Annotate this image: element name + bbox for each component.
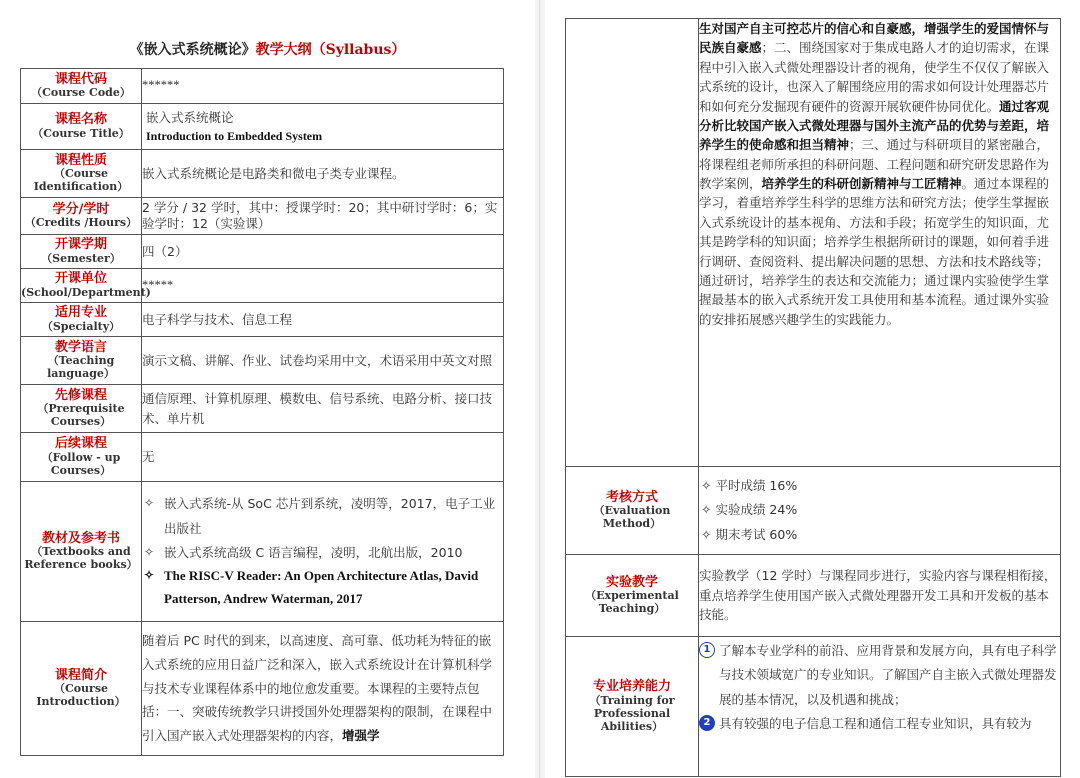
list-item (699, 474, 1060, 498)
row-label-en: （Prerequisite Courses） (37, 402, 125, 429)
row-label-cn: 教材及参考书 (41, 530, 120, 546)
textbooks-cell (142, 482, 504, 622)
circled-number-icon: 2 (699, 715, 715, 731)
row-label-cn: 专业培养能力 (592, 679, 671, 695)
textbook-text: 嵌入式系统高级 C 语言编程，凌明，北航出版，2010 (164, 544, 463, 560)
page-divider (535, 0, 545, 778)
teaching-language-value: 演示文稿、讲解、作业、试卷均采用中文，术语采用中英文对照 (142, 337, 504, 385)
row-label-en: （Follow - up Courses） (41, 450, 121, 477)
list-item (699, 498, 1060, 522)
row-label-cn: 适用专业 (54, 305, 107, 321)
row-label-en: （Training for Professional Abilities） (589, 693, 675, 733)
row-label-en: （Course Introduction） (36, 682, 126, 709)
table-row (21, 433, 504, 482)
specialty-value: 电子科学与技术、信息工程 (142, 303, 504, 337)
title-course-name: 《嵌入式系统概论》 (129, 42, 256, 58)
credits-hours-value: 2 学分 / 32 学时，其中：授课学时：20；其中研讨学时：6；实验学时：12（实验课） (142, 198, 504, 235)
table-row (566, 555, 1061, 637)
ability-text: 具有较强的电子信息工程和通信工程专业知识，具有较为 (719, 716, 1032, 732)
row-label-en: （Course Title） (32, 126, 130, 140)
intro-bold-2: 通过客观分析比较国产嵌入式微处理器与国外主流产品的优势与差距，培养学生的使命感和担当精神 (699, 98, 1050, 153)
row-label-en: （Course Code） (31, 86, 131, 100)
course-title-cn: 嵌入式系统概论 (146, 109, 234, 125)
list-item (699, 523, 1060, 547)
evaluation-text: 实验成绩 24% (715, 502, 798, 518)
row-label-en: （Evaluation Method） (593, 504, 671, 531)
table-row (566, 637, 1061, 777)
table-row (21, 69, 504, 104)
textbook-text: 嵌入式系统-从 SoC 芯片到系统，凌明等，2017，电子工业出版社 (164, 496, 496, 536)
syllabus-table-left (20, 68, 504, 756)
table-row (21, 482, 504, 622)
row-label-cn: 开课单位 (54, 271, 107, 287)
page-title (0, 39, 535, 59)
evaluation-text: 期末考试 60% (715, 526, 798, 542)
follow-up-value: 无 (142, 433, 504, 482)
table-row (21, 104, 504, 150)
row-label-en: （Specialty） (41, 319, 121, 333)
intro-text-3: 。通过本课程的学习，着重培养学生科学的思维方法和研究方法；使学生掌握嵌入式系统设计的基本视角、方法和手段；拓宽学生的知识面，尤其是跨学科的知识面；培养学生根据所研讨的课题，如何着手进行调研、查阅资料、提出解决问题的思想、方法和技术路线等；通过研讨，培养学生的表达和交流能力；通过课内实验使学生掌握最基本的嵌入式系统开发工具使用和基本流程。通过课外实验的安排拓展感兴趣学生的实践能力。 (699, 176, 1050, 327)
circled-number-icon: 1 (699, 642, 715, 658)
title-syllabus: 教学大纲（Syllabus） (255, 42, 406, 58)
intro-bold-1: 生对国产自主可控芯片的信心和自豪感，增强学生的爱国情怀与民族自豪感 (699, 21, 1050, 56)
diamond-outline-icon: ✧ (144, 568, 155, 583)
table-row (21, 303, 504, 337)
table-row (21, 150, 504, 198)
row-label-cn: 教学语言 (54, 339, 107, 355)
row-label-cn: 课程简介 (54, 667, 107, 683)
row-label-cn: 课程代码 (54, 71, 107, 87)
course-title-cell (142, 104, 504, 150)
table-row (21, 235, 504, 269)
row-label-cn: 先修课程 (54, 387, 107, 403)
course-intro-continued (699, 19, 1061, 467)
diamond-outline-icon: ✧ (144, 496, 155, 511)
row-label-cn: 开课学期 (54, 237, 107, 253)
evaluation-text: 平时成绩 16% (715, 477, 798, 493)
right-page (545, 0, 1080, 778)
ability-text: 了解本专业学科的前沿、应用背景和发展方向，具有电子科学与技术领域宽广的专业知识。了解国产自主嵌入式微处理器发展的基本情况，以及机遇和挑战； (719, 643, 1057, 707)
list-item (142, 565, 503, 611)
evaluation-cell (699, 467, 1061, 555)
intro-text-1: ；二、围绕国家对于集成电路人才的迫切需求，在课程中引入嵌入式微处理器设计者的视角，使学生不仅仅了解嵌入式系统的设计，也深入了解围绕应用的需求如何设计处理器芯片和如何充分发掘现有硬件的资源开展软硬件协同优化。 (699, 40, 1050, 114)
course-title-en: Introduction to Embedded System (146, 128, 323, 143)
row-label-cn: 实验教学 (605, 574, 658, 590)
row-label-en: （Teaching language） (47, 354, 115, 381)
diamond-outline-icon: ✧ (701, 477, 716, 493)
row-label-cn: 课程名称 (54, 112, 107, 128)
table-row (566, 467, 1061, 555)
row-label-en: （Credits /Hours） (24, 216, 138, 230)
syllabus-table-right (565, 18, 1061, 777)
intro-text-2: ；三、通过与科研项目的紧密融合，将课程组老师所承担的科研问题、工程问题和研究研发思路作为教学案例， (699, 137, 1050, 191)
row-label-en: (School/Department) (21, 285, 151, 299)
course-identification-value: 嵌入式系统概论是电路类和微电子类专业课程。 (142, 150, 504, 198)
list-item (142, 492, 503, 541)
experimental-value: 实验教学（12 学时）与课程同步进行，实验内容与课程相衔接，重点培养学生使用国产嵌入式微处理器开发工具和开发板的基本技能。 (699, 555, 1061, 637)
row-label-en: （Semester） (41, 251, 121, 265)
table-row (21, 269, 504, 303)
table-row (21, 622, 504, 756)
table-row (21, 385, 504, 433)
textbook-text: The RISC-V Reader: An Open Architecture Atlas, David Patterson, Andrew Waterman, 2017 (164, 568, 479, 607)
row-label-en: （Textbooks and Reference books） (24, 545, 138, 572)
table-row (21, 198, 504, 235)
table-row (566, 19, 1061, 467)
list-item (699, 712, 1060, 736)
prerequisite-value: 通信原理、计算机原理、模数电、信号系统、电路分析、接口技术、单片机 (142, 385, 504, 433)
row-label-en: （Experimental Teaching） (585, 589, 679, 616)
abilities-cell (699, 637, 1061, 777)
left-page (0, 0, 535, 778)
row-label-cn: 学分/学时 (52, 201, 110, 217)
semester-value: 四（2） (142, 235, 504, 269)
list-item (699, 639, 1060, 712)
diamond-outline-icon: ✧ (701, 526, 716, 542)
course-intro-cell (142, 622, 504, 756)
course-intro-bold: 增强学 (342, 728, 380, 744)
course-code-value: ****** (142, 69, 504, 104)
row-label-cn: 后续课程 (54, 436, 107, 452)
list-item (142, 541, 503, 565)
department-value: ***** (142, 269, 504, 303)
row-label-cn: 课程性质 (54, 152, 107, 168)
table-row (21, 337, 504, 385)
intro-bold-3: 培养学生的科研创新精神与工匠精神 (761, 176, 962, 191)
diamond-outline-icon: ✧ (701, 502, 716, 518)
course-intro-text: 随着后 PC 时代的到来，以高速度、高可靠、低功耗为特征的嵌入式系统的应用日益广泛和深入，嵌入式系统设计在计算机科学与技术专业课程体系中的地位愈发重要。本课程的主要特点包括：一、突破传统教学只讲授国外处理器架构的限制，在课程中引入国产嵌入式处理器架构的内容， (142, 633, 493, 744)
row-label-en: （Course Identification） (33, 167, 129, 194)
diamond-outline-icon: ✧ (144, 544, 155, 559)
row-label-cn: 考核方式 (605, 489, 658, 505)
